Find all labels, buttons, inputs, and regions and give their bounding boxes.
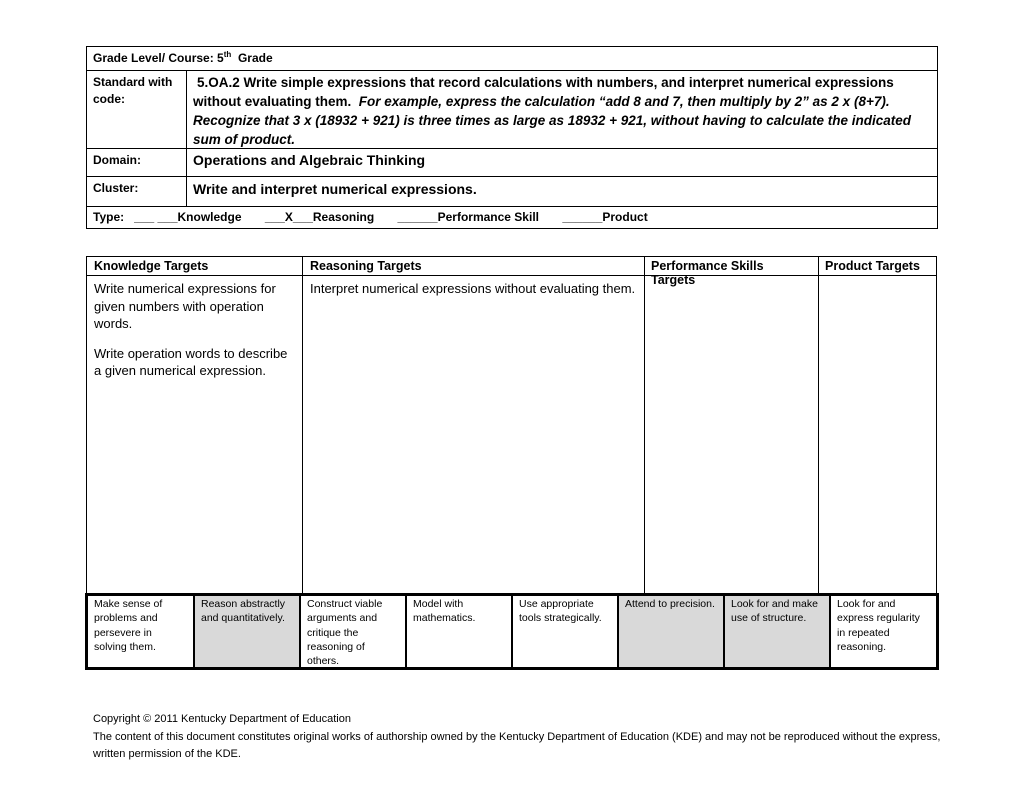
copyright-notice: The content of this document constitutes original works of authorship owned by the Kentucky Department of Education (KDE) and may not be reproduced without the express, written permission of the KDE. — [93, 730, 941, 760]
grade-level-label: Grade Level/ Course: 5th Grade — [93, 50, 273, 65]
performance-column — [645, 257, 819, 593]
grade-row — [87, 47, 937, 70]
domain-label: Domain: — [87, 149, 187, 176]
practice-cell: Attend to precision. — [619, 596, 723, 667]
practice-cell: Model with mathematics. — [407, 596, 511, 667]
type-line: Type: ___ ___Knowledge ___X___Reasoning ______Performance Skill ______Product — [93, 210, 648, 224]
knowledge-column — [87, 257, 303, 593]
knowledge-item: Write operation words to describe a given numerical expression. — [94, 345, 288, 378]
practice-cell: Make sense of problems and persevere in solving them. — [88, 596, 193, 667]
copyright-footer — [93, 711, 943, 764]
targets-table — [86, 256, 937, 594]
domain-row — [87, 148, 937, 176]
practice-cell: Construct viable arguments and critique the reasoning of others. — [301, 596, 405, 667]
standard-header-table — [86, 46, 938, 229]
reasoning-header: Reasoning Targets — [303, 257, 644, 276]
reasoning-column — [303, 257, 645, 593]
practice-cell: Use appropriate tools strategically. — [513, 596, 617, 667]
standard-row — [87, 70, 937, 148]
reasoning-body — [303, 277, 644, 313]
math-practices-strip — [85, 593, 939, 670]
knowledge-item: Write numerical expressions for given numbers with operation words. — [94, 281, 276, 331]
practice-cell: Look for and make use of structure. — [725, 596, 829, 667]
product-column — [819, 257, 936, 593]
domain-value: Operations and Algebraic Thinking — [193, 152, 426, 168]
knowledge-body — [87, 277, 302, 395]
reasoning-item: Interpret numerical expressions without evaluating them. — [310, 281, 636, 296]
practice-cell: Reason abstractly and quantitatively. — [195, 596, 299, 667]
standard-text: 5.OA.2 Write simple expressions that record calculations with numbers, and interpret numerical expressions without evaluating them. For example, express the calculation “add 8 and 7, then multiply by 2” as 2 x (8+7). Recognize that 3 x (18932 + 921) is three times as large as 18932 + 921, without having to calculate the indicated sum of product. — [193, 75, 912, 147]
performance-header: Performance Skills Targets — [645, 257, 818, 276]
cluster-row — [87, 176, 937, 206]
cluster-value: Write and interpret numerical expressions. — [193, 181, 477, 197]
practice-cell: Look for and express regularity in repeated reasoning. — [831, 596, 936, 667]
knowledge-header: Knowledge Targets — [87, 257, 302, 276]
copyright-line: Copyright © 2011 Kentucky Department of Education — [93, 713, 351, 725]
standard-label: Standard with code: — [87, 71, 187, 148]
product-header: Product Targets — [819, 257, 936, 276]
type-row — [87, 206, 937, 230]
cluster-label: Cluster: — [87, 177, 187, 206]
